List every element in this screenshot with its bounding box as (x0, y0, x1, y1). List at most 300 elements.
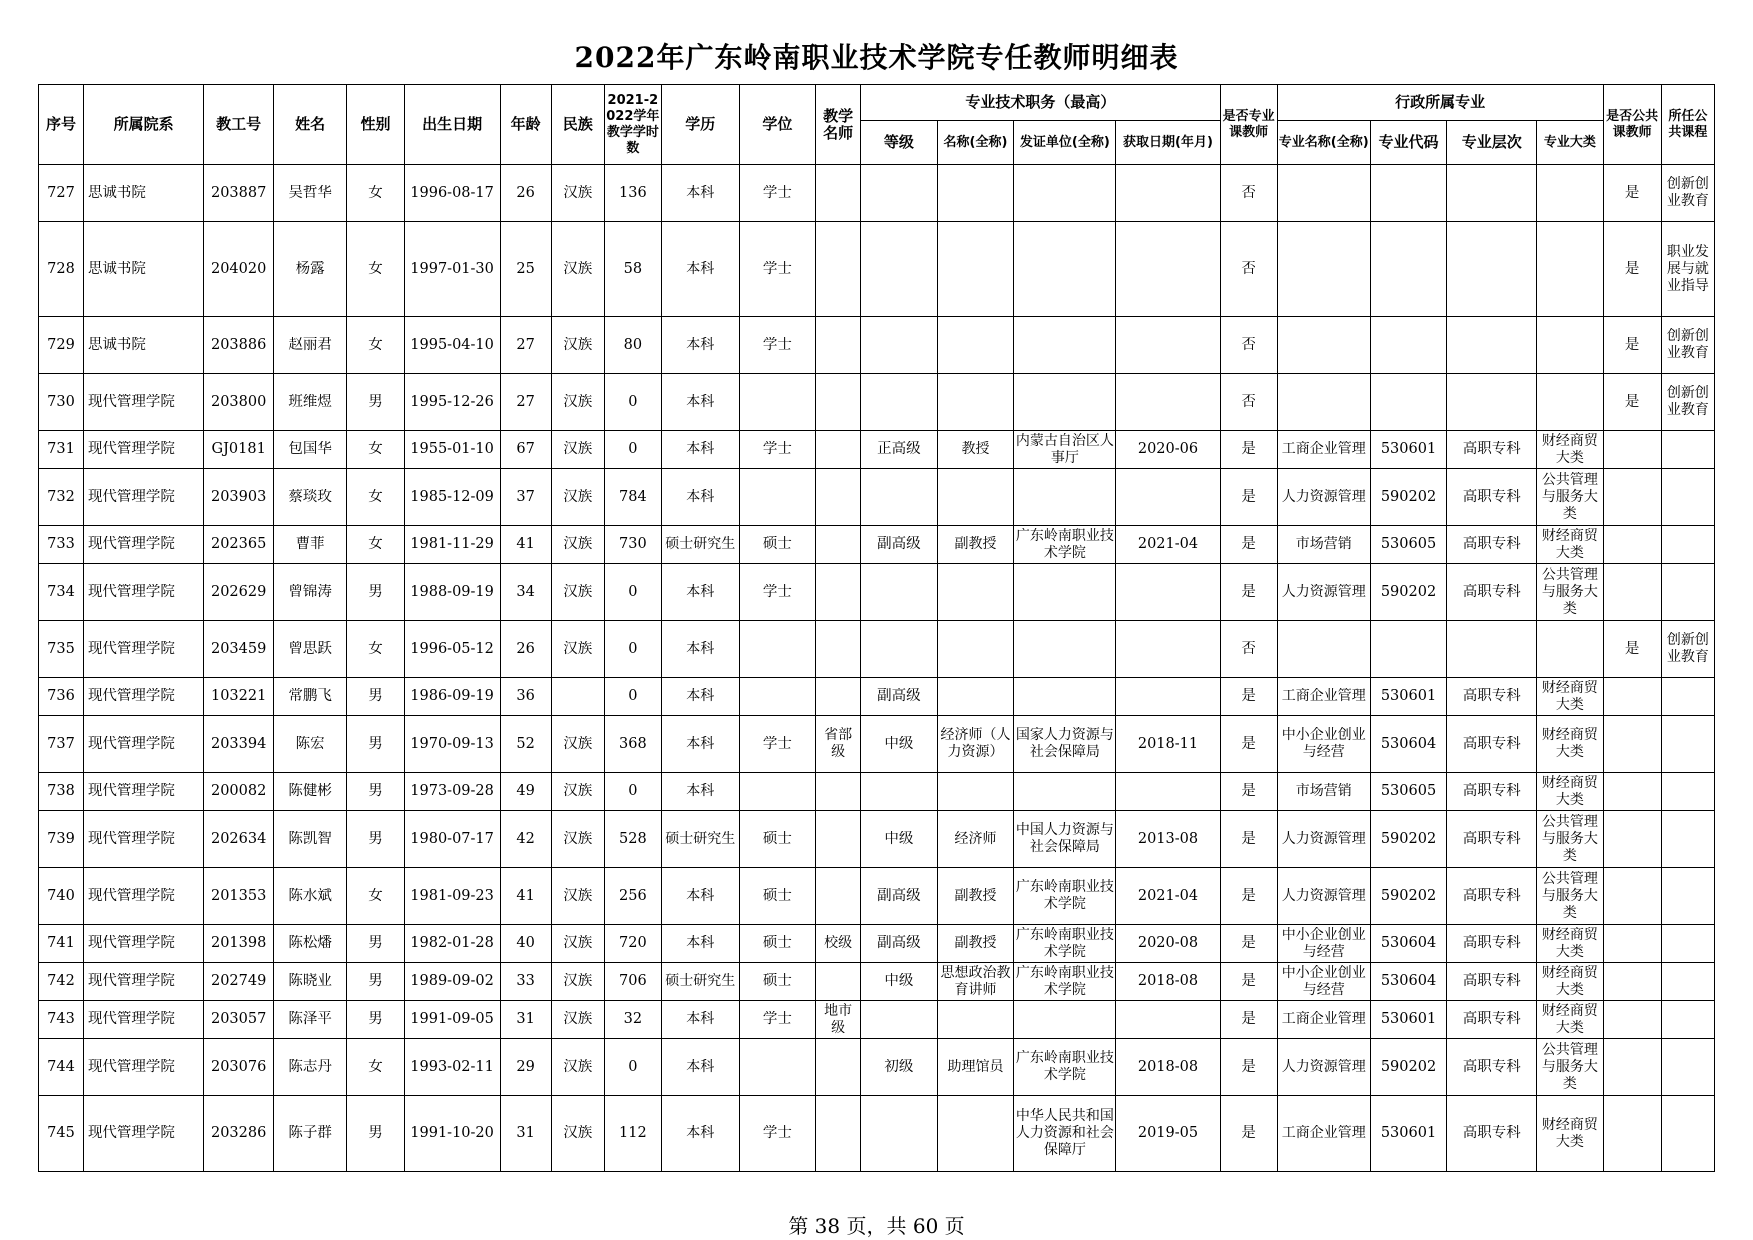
header-major-name: 专业名称(全称) (1277, 121, 1370, 165)
header-seq: 序号 (39, 85, 84, 165)
cell-is-public-teacher: 是 (1603, 165, 1661, 222)
cell-seq: 729 (39, 317, 84, 374)
page-footer: 第 38 页，共 60 页 (788, 1214, 965, 1238)
cell-major-level: 高职专科 (1447, 925, 1537, 963)
cell-education: 本科 (661, 716, 739, 773)
cell-level (861, 773, 938, 811)
cell-ethnicity: 汉族 (551, 1039, 604, 1096)
cell-famous-teacher (816, 469, 861, 526)
header-title-group: 专业技术职务（最高） (861, 85, 1221, 121)
cell-education: 本科 (661, 564, 739, 621)
cell-teaching-hours: 136 (604, 165, 661, 222)
cell-level: 副高级 (861, 868, 938, 925)
cell-public-course: 职业发展与就业指导 (1661, 222, 1714, 317)
cell-title-name (937, 165, 1014, 222)
header-is-public-teacher: 是否公共课教师 (1603, 85, 1661, 165)
cell-education: 本科 (661, 773, 739, 811)
cell-major-code: 590202 (1370, 469, 1447, 526)
cell-major-name (1277, 165, 1370, 222)
table-row (39, 1001, 1715, 1039)
cell-major-code (1370, 165, 1447, 222)
cell-public-course (1661, 469, 1714, 526)
cell-name: 杨露 (273, 222, 347, 317)
cell-public-course (1661, 678, 1714, 716)
cell-age: 26 (500, 621, 551, 678)
table-row (39, 1039, 1715, 1096)
header-name: 姓名 (273, 85, 347, 165)
cell-major-level: 高职专科 (1447, 716, 1537, 773)
cell-major-code: 530604 (1370, 963, 1447, 1001)
cell-gender: 女 (347, 431, 404, 469)
cell-age: 33 (500, 963, 551, 1001)
cell-obtain-date: 2021-04 (1116, 526, 1220, 564)
cell-birth: 1991-10-20 (404, 1096, 500, 1172)
cell-degree: 学士 (739, 317, 816, 374)
cell-teaching-hours: 58 (604, 222, 661, 317)
cell-age: 42 (500, 811, 551, 868)
cell-education: 硕士研究生 (661, 526, 739, 564)
cell-obtain-date: 2018-08 (1116, 963, 1220, 1001)
cell-issuer (1014, 621, 1116, 678)
cell-name: 蔡琰玫 (273, 469, 347, 526)
cell-issuer (1014, 469, 1116, 526)
cell-level: 初级 (861, 1039, 938, 1096)
cell-obtain-date (1116, 374, 1220, 431)
cell-college: 现代管理学院 (83, 963, 204, 1001)
cell-name: 常鹏飞 (273, 678, 347, 716)
cell-gender: 男 (347, 773, 404, 811)
cell-major-code: 530604 (1370, 716, 1447, 773)
cell-education: 本科 (661, 925, 739, 963)
cell-college: 现代管理学院 (83, 564, 204, 621)
cell-major-category: 财经商贸大类 (1537, 773, 1603, 811)
cell-public-course (1661, 925, 1714, 963)
cell-major-name: 工商企业管理 (1277, 1096, 1370, 1172)
cell-is-public-teacher (1603, 564, 1661, 621)
cell-major-code: 590202 (1370, 1039, 1447, 1096)
cell-name: 陈志丹 (273, 1039, 347, 1096)
cell-ethnicity: 汉族 (551, 564, 604, 621)
cell-seq: 741 (39, 925, 84, 963)
cell-is-major-teacher: 否 (1220, 222, 1277, 317)
cell-is-major-teacher: 是 (1220, 1096, 1277, 1172)
cell-major-name (1277, 621, 1370, 678)
cell-famous-teacher (816, 526, 861, 564)
cell-major-code: 530601 (1370, 678, 1447, 716)
cell-seq: 742 (39, 963, 84, 1001)
cell-obtain-date: 2019-05 (1116, 1096, 1220, 1172)
cell-teaching-hours: 730 (604, 526, 661, 564)
cell-teaching-hours: 0 (604, 773, 661, 811)
cell-is-public-teacher: 是 (1603, 621, 1661, 678)
cell-staff-id: 202749 (204, 963, 273, 1001)
cell-is-major-teacher: 是 (1220, 1039, 1277, 1096)
cell-degree (739, 678, 816, 716)
cell-birth: 1995-04-10 (404, 317, 500, 374)
cell-is-public-teacher (1603, 716, 1661, 773)
cell-major-level: 高职专科 (1447, 868, 1537, 925)
cell-staff-id: 203459 (204, 621, 273, 678)
cell-major-category (1537, 317, 1603, 374)
cell-obtain-date (1116, 469, 1220, 526)
cell-public-course (1661, 773, 1714, 811)
cell-teaching-hours: 80 (604, 317, 661, 374)
cell-major-name: 市场营销 (1277, 773, 1370, 811)
cell-major-code (1370, 374, 1447, 431)
cell-degree: 学士 (739, 564, 816, 621)
cell-seq: 733 (39, 526, 84, 564)
cell-is-public-teacher: 是 (1603, 317, 1661, 374)
cell-is-public-teacher (1603, 963, 1661, 1001)
cell-birth: 1973-09-28 (404, 773, 500, 811)
cell-teaching-hours: 0 (604, 621, 661, 678)
header-obtain-date: 获取日期(年月) (1116, 121, 1220, 165)
cell-major-level: 高职专科 (1447, 469, 1537, 526)
cell-major-name (1277, 317, 1370, 374)
cell-level (861, 469, 938, 526)
cell-birth: 1997-01-30 (404, 222, 500, 317)
cell-seq: 728 (39, 222, 84, 317)
cell-major-name: 中小企业创业与经营 (1277, 716, 1370, 773)
cell-major-category (1537, 222, 1603, 317)
cell-famous-teacher (816, 222, 861, 317)
cell-title-name (937, 678, 1014, 716)
cell-obtain-date (1116, 1001, 1220, 1039)
cell-obtain-date (1116, 222, 1220, 317)
cell-major-code (1370, 222, 1447, 317)
cell-degree (739, 1039, 816, 1096)
cell-degree: 硕士 (739, 925, 816, 963)
cell-degree: 学士 (739, 222, 816, 317)
cell-seq: 731 (39, 431, 84, 469)
cell-public-course (1661, 868, 1714, 925)
cell-title-name (937, 222, 1014, 317)
header-admin-major-group: 行政所属专业 (1277, 85, 1603, 121)
cell-major-category (1537, 374, 1603, 431)
cell-teaching-hours: 706 (604, 963, 661, 1001)
table-row (39, 773, 1715, 811)
cell-gender: 女 (347, 621, 404, 678)
cell-gender: 女 (347, 1039, 404, 1096)
cell-is-public-teacher (1603, 773, 1661, 811)
cell-ethnicity: 汉族 (551, 526, 604, 564)
cell-degree (739, 374, 816, 431)
cell-college: 现代管理学院 (83, 1096, 204, 1172)
cell-age: 29 (500, 1039, 551, 1096)
cell-name: 曾思跃 (273, 621, 347, 678)
cell-major-category: 公共管理与服务大类 (1537, 564, 1603, 621)
cell-teaching-hours: 528 (604, 811, 661, 868)
cell-issuer: 广东岭南职业技术学院 (1014, 526, 1116, 564)
cell-major-code: 530601 (1370, 1096, 1447, 1172)
cell-famous-teacher (816, 1096, 861, 1172)
cell-public-course: 创新创业教育 (1661, 317, 1714, 374)
cell-name: 陈子群 (273, 1096, 347, 1172)
cell-major-code: 590202 (1370, 811, 1447, 868)
cell-ethnicity: 汉族 (551, 811, 604, 868)
cell-name: 陈水斌 (273, 868, 347, 925)
cell-issuer: 国家人力资源与社会保障局 (1014, 716, 1116, 773)
cell-public-course (1661, 1001, 1714, 1039)
cell-education: 本科 (661, 621, 739, 678)
cell-birth: 1986-09-19 (404, 678, 500, 716)
cell-gender: 男 (347, 925, 404, 963)
cell-education: 本科 (661, 222, 739, 317)
cell-public-course: 创新创业教育 (1661, 165, 1714, 222)
table-row (39, 868, 1715, 925)
cell-major-level: 高职专科 (1447, 564, 1537, 621)
cell-seq: 744 (39, 1039, 84, 1096)
header-public-course: 所任公共课程 (1661, 85, 1714, 165)
table-row (39, 469, 1715, 526)
cell-gender: 男 (347, 811, 404, 868)
cell-major-name: 工商企业管理 (1277, 431, 1370, 469)
cell-is-public-teacher (1603, 469, 1661, 526)
cell-famous-teacher (816, 317, 861, 374)
cell-major-level: 高职专科 (1447, 678, 1537, 716)
header-issuer: 发证单位(全称) (1014, 121, 1116, 165)
cell-public-course (1661, 431, 1714, 469)
cell-seq: 735 (39, 621, 84, 678)
cell-gender: 男 (347, 963, 404, 1001)
cell-college: 现代管理学院 (83, 678, 204, 716)
cell-age: 26 (500, 165, 551, 222)
cell-education: 本科 (661, 678, 739, 716)
cell-staff-id: 200082 (204, 773, 273, 811)
cell-level: 正高级 (861, 431, 938, 469)
cell-level (861, 222, 938, 317)
cell-public-course (1661, 526, 1714, 564)
header-level: 等级 (861, 121, 938, 165)
cell-major-category: 财经商贸大类 (1537, 1096, 1603, 1172)
cell-major-code: 590202 (1370, 564, 1447, 621)
cell-birth: 1980-07-17 (404, 811, 500, 868)
cell-age: 67 (500, 431, 551, 469)
cell-famous-teacher (816, 678, 861, 716)
cell-issuer (1014, 1001, 1116, 1039)
cell-major-code: 530601 (1370, 1001, 1447, 1039)
cell-is-major-teacher: 是 (1220, 678, 1277, 716)
cell-college: 思诚书院 (83, 222, 204, 317)
header-major-level: 专业层次 (1447, 121, 1537, 165)
cell-famous-teacher: 校级 (816, 925, 861, 963)
cell-age: 27 (500, 374, 551, 431)
cell-college: 现代管理学院 (83, 374, 204, 431)
cell-major-code: 530601 (1370, 431, 1447, 469)
cell-seq: 739 (39, 811, 84, 868)
cell-is-public-teacher (1603, 526, 1661, 564)
cell-degree (739, 469, 816, 526)
cell-seq: 734 (39, 564, 84, 621)
cell-major-name: 中小企业创业与经营 (1277, 963, 1370, 1001)
header-title-name: 名称(全称) (937, 121, 1014, 165)
cell-name: 包国华 (273, 431, 347, 469)
cell-education: 本科 (661, 317, 739, 374)
cell-ethnicity: 汉族 (551, 963, 604, 1001)
header-degree: 学位 (739, 85, 816, 165)
cell-education: 本科 (661, 469, 739, 526)
cell-education: 本科 (661, 165, 739, 222)
cell-title-name: 副教授 (937, 925, 1014, 963)
cell-gender: 男 (347, 1001, 404, 1039)
cell-obtain-date: 2018-08 (1116, 1039, 1220, 1096)
cell-birth: 1991-09-05 (404, 1001, 500, 1039)
cell-is-public-teacher (1603, 1039, 1661, 1096)
header-major-code: 专业代码 (1370, 121, 1447, 165)
cell-seq: 727 (39, 165, 84, 222)
cell-public-course (1661, 1096, 1714, 1172)
page-title: 2022年广东岭南职业技术学院专任教师明细表 (574, 41, 1179, 74)
cell-age: 40 (500, 925, 551, 963)
table-body (39, 165, 1715, 1172)
cell-name: 陈健彬 (273, 773, 347, 811)
header-birth: 出生日期 (404, 85, 500, 165)
cell-birth: 1995-12-26 (404, 374, 500, 431)
cell-major-category: 公共管理与服务大类 (1537, 1039, 1603, 1096)
cell-college: 现代管理学院 (83, 621, 204, 678)
cell-title-name (937, 1001, 1014, 1039)
cell-college: 现代管理学院 (83, 773, 204, 811)
cell-gender: 女 (347, 469, 404, 526)
cell-staff-id: 201353 (204, 868, 273, 925)
table-row (39, 165, 1715, 222)
cell-gender: 男 (347, 1096, 404, 1172)
cell-name: 陈泽平 (273, 1001, 347, 1039)
cell-is-major-teacher: 是 (1220, 1001, 1277, 1039)
cell-gender: 男 (347, 374, 404, 431)
cell-birth: 1970-09-13 (404, 716, 500, 773)
cell-is-public-teacher: 是 (1603, 222, 1661, 317)
cell-title-name (937, 469, 1014, 526)
cell-ethnicity: 汉族 (551, 165, 604, 222)
cell-birth: 1996-05-12 (404, 621, 500, 678)
cell-is-public-teacher (1603, 431, 1661, 469)
cell-level: 副高级 (861, 678, 938, 716)
cell-staff-id: GJ0181 (204, 431, 273, 469)
cell-level (861, 1096, 938, 1172)
cell-staff-id: 204020 (204, 222, 273, 317)
cell-major-level (1447, 165, 1537, 222)
cell-is-major-teacher: 是 (1220, 925, 1277, 963)
cell-obtain-date (1116, 773, 1220, 811)
cell-issuer (1014, 678, 1116, 716)
cell-obtain-date: 2013-08 (1116, 811, 1220, 868)
cell-famous-teacher (816, 811, 861, 868)
cell-issuer (1014, 317, 1116, 374)
cell-major-name: 人力资源管理 (1277, 564, 1370, 621)
cell-seq: 732 (39, 469, 84, 526)
cell-major-name: 人力资源管理 (1277, 868, 1370, 925)
cell-seq: 737 (39, 716, 84, 773)
header-education: 学历 (661, 85, 739, 165)
cell-is-major-teacher: 是 (1220, 526, 1277, 564)
cell-is-public-teacher (1603, 868, 1661, 925)
cell-major-category: 财经商贸大类 (1537, 963, 1603, 1001)
table-row (39, 564, 1715, 621)
cell-age: 25 (500, 222, 551, 317)
cell-title-name (937, 773, 1014, 811)
cell-title-name (937, 564, 1014, 621)
cell-age: 27 (500, 317, 551, 374)
cell-famous-teacher (816, 431, 861, 469)
cell-education: 硕士研究生 (661, 963, 739, 1001)
cell-is-public-teacher: 是 (1603, 374, 1661, 431)
cell-level: 副高级 (861, 526, 938, 564)
cell-major-level (1447, 222, 1537, 317)
cell-major-category: 财经商贸大类 (1537, 431, 1603, 469)
cell-staff-id: 203076 (204, 1039, 273, 1096)
table-row (39, 811, 1715, 868)
cell-degree (739, 621, 816, 678)
cell-level (861, 317, 938, 374)
teacher-table (38, 84, 1715, 1172)
cell-is-major-teacher: 是 (1220, 773, 1277, 811)
cell-degree (739, 773, 816, 811)
cell-public-course: 创新创业教育 (1661, 374, 1714, 431)
cell-seq: 738 (39, 773, 84, 811)
cell-is-public-teacher (1603, 1096, 1661, 1172)
cell-major-code (1370, 621, 1447, 678)
cell-seq: 730 (39, 374, 84, 431)
cell-is-major-teacher: 否 (1220, 165, 1277, 222)
cell-major-code (1370, 317, 1447, 374)
cell-staff-id: 203286 (204, 1096, 273, 1172)
cell-issuer (1014, 773, 1116, 811)
cell-major-level: 高职专科 (1447, 963, 1537, 1001)
cell-birth: 1989-09-02 (404, 963, 500, 1001)
cell-staff-id: 203057 (204, 1001, 273, 1039)
cell-birth: 1993-02-11 (404, 1039, 500, 1096)
cell-gender: 女 (347, 165, 404, 222)
cell-major-level: 高职专科 (1447, 1001, 1537, 1039)
cell-teaching-hours: 0 (604, 564, 661, 621)
header-staff-id: 教工号 (204, 85, 273, 165)
cell-is-major-teacher: 是 (1220, 716, 1277, 773)
cell-gender: 女 (347, 317, 404, 374)
cell-teaching-hours: 0 (604, 1039, 661, 1096)
cell-name: 吴哲华 (273, 165, 347, 222)
cell-gender: 女 (347, 222, 404, 317)
cell-teaching-hours: 0 (604, 678, 661, 716)
cell-staff-id: 202365 (204, 526, 273, 564)
cell-gender: 男 (347, 678, 404, 716)
table-row (39, 716, 1715, 773)
cell-ethnicity: 汉族 (551, 317, 604, 374)
cell-title-name: 教授 (937, 431, 1014, 469)
cell-college: 思诚书院 (83, 165, 204, 222)
cell-ethnicity: 汉族 (551, 925, 604, 963)
cell-college: 现代管理学院 (83, 868, 204, 925)
cell-ethnicity (551, 678, 604, 716)
cell-issuer: 广东岭南职业技术学院 (1014, 963, 1116, 1001)
cell-major-name: 市场营销 (1277, 526, 1370, 564)
cell-staff-id: 202629 (204, 564, 273, 621)
cell-teaching-hours: 368 (604, 716, 661, 773)
cell-ethnicity: 汉族 (551, 773, 604, 811)
cell-major-level: 高职专科 (1447, 1096, 1537, 1172)
cell-level (861, 621, 938, 678)
cell-staff-id: 103221 (204, 678, 273, 716)
cell-obtain-date (1116, 621, 1220, 678)
cell-name: 陈凯智 (273, 811, 347, 868)
cell-public-course: 创新创业教育 (1661, 621, 1714, 678)
cell-teaching-hours: 112 (604, 1096, 661, 1172)
cell-college: 现代管理学院 (83, 469, 204, 526)
cell-college: 现代管理学院 (83, 925, 204, 963)
table-row (39, 925, 1715, 963)
cell-education: 本科 (661, 431, 739, 469)
cell-major-name (1277, 222, 1370, 317)
